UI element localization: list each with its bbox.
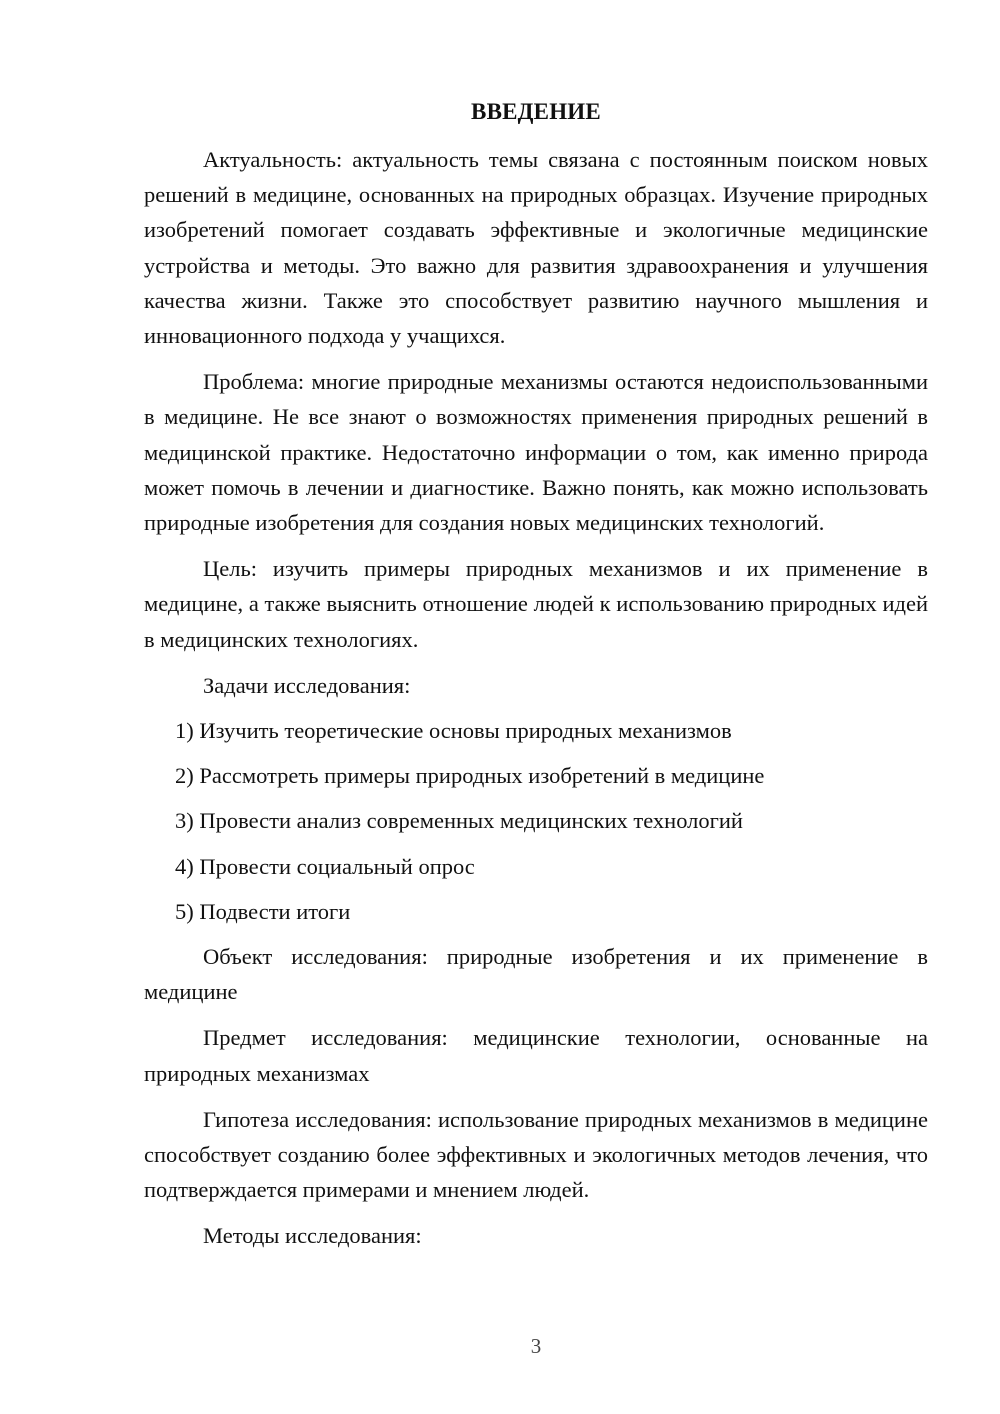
goal-paragraph: Цель: изучить примеры природных механизмов и их применение в медицине, а также выяснить отношение людей к использованию природных идей в медицинских технологиях. (144, 556, 928, 652)
task-item-4: 4) Провести социальный опрос (175, 853, 475, 879)
task-item-5: 5) Подвести итоги (175, 898, 351, 924)
task-item-2: 2) Рассмотреть примеры природных изобретений в медицине (175, 763, 765, 789)
problem-paragraph: Проблема: многие природные механизмы остаются недоиспользованными в медицине. Не все знают о возможностях применения природных решений в медицинской практике. Недостаточно информации о том, как именно природа может помочь в лечении и диагностике. Важно понять, как можно использовать природные изобретения для создания новых медицинских технологий. (144, 369, 928, 536)
tasks-list (144, 713, 928, 929)
subject-paragraph: Предмет исследования: медицинские технологии, основанные на природных механизмах (144, 1025, 928, 1086)
document-body (144, 142, 928, 1264)
object-paragraph: Объект исследования: природные изобретения и их применение в медицине (144, 944, 928, 1005)
tasks-heading: Задачи исследования: (203, 672, 411, 698)
task-item-3: 3) Провести анализ современных медицинских технологий (175, 808, 743, 834)
methods-heading: Методы исследования: (203, 1223, 422, 1249)
relevance-paragraph: Актуальность: актуальность темы связана с постоянным поиском новых решений в медицине, основанных на природных образцах. Изучение природных изобретений помогает создавать эффективные и экологичные медицинские устройства и методы. Это важно для развития здравоохранения и улучшения качества жизни. Также это способствует развитию научного мышления и инновационного подхода у учащихся. (144, 147, 928, 349)
section-title: ВВЕДЕНИЕ (471, 99, 601, 124)
page-number: 3 (530, 1334, 542, 1358)
task-item-1: 1) Изучить теоретические основы природных механизмов (175, 718, 732, 744)
hypothesis-paragraph: Гипотеза исследования: использование природных механизмов в медицине способствует созданию более эффективных и экологичных методов лечения, что подтверждается примерами и мнением людей. (144, 1106, 928, 1203)
